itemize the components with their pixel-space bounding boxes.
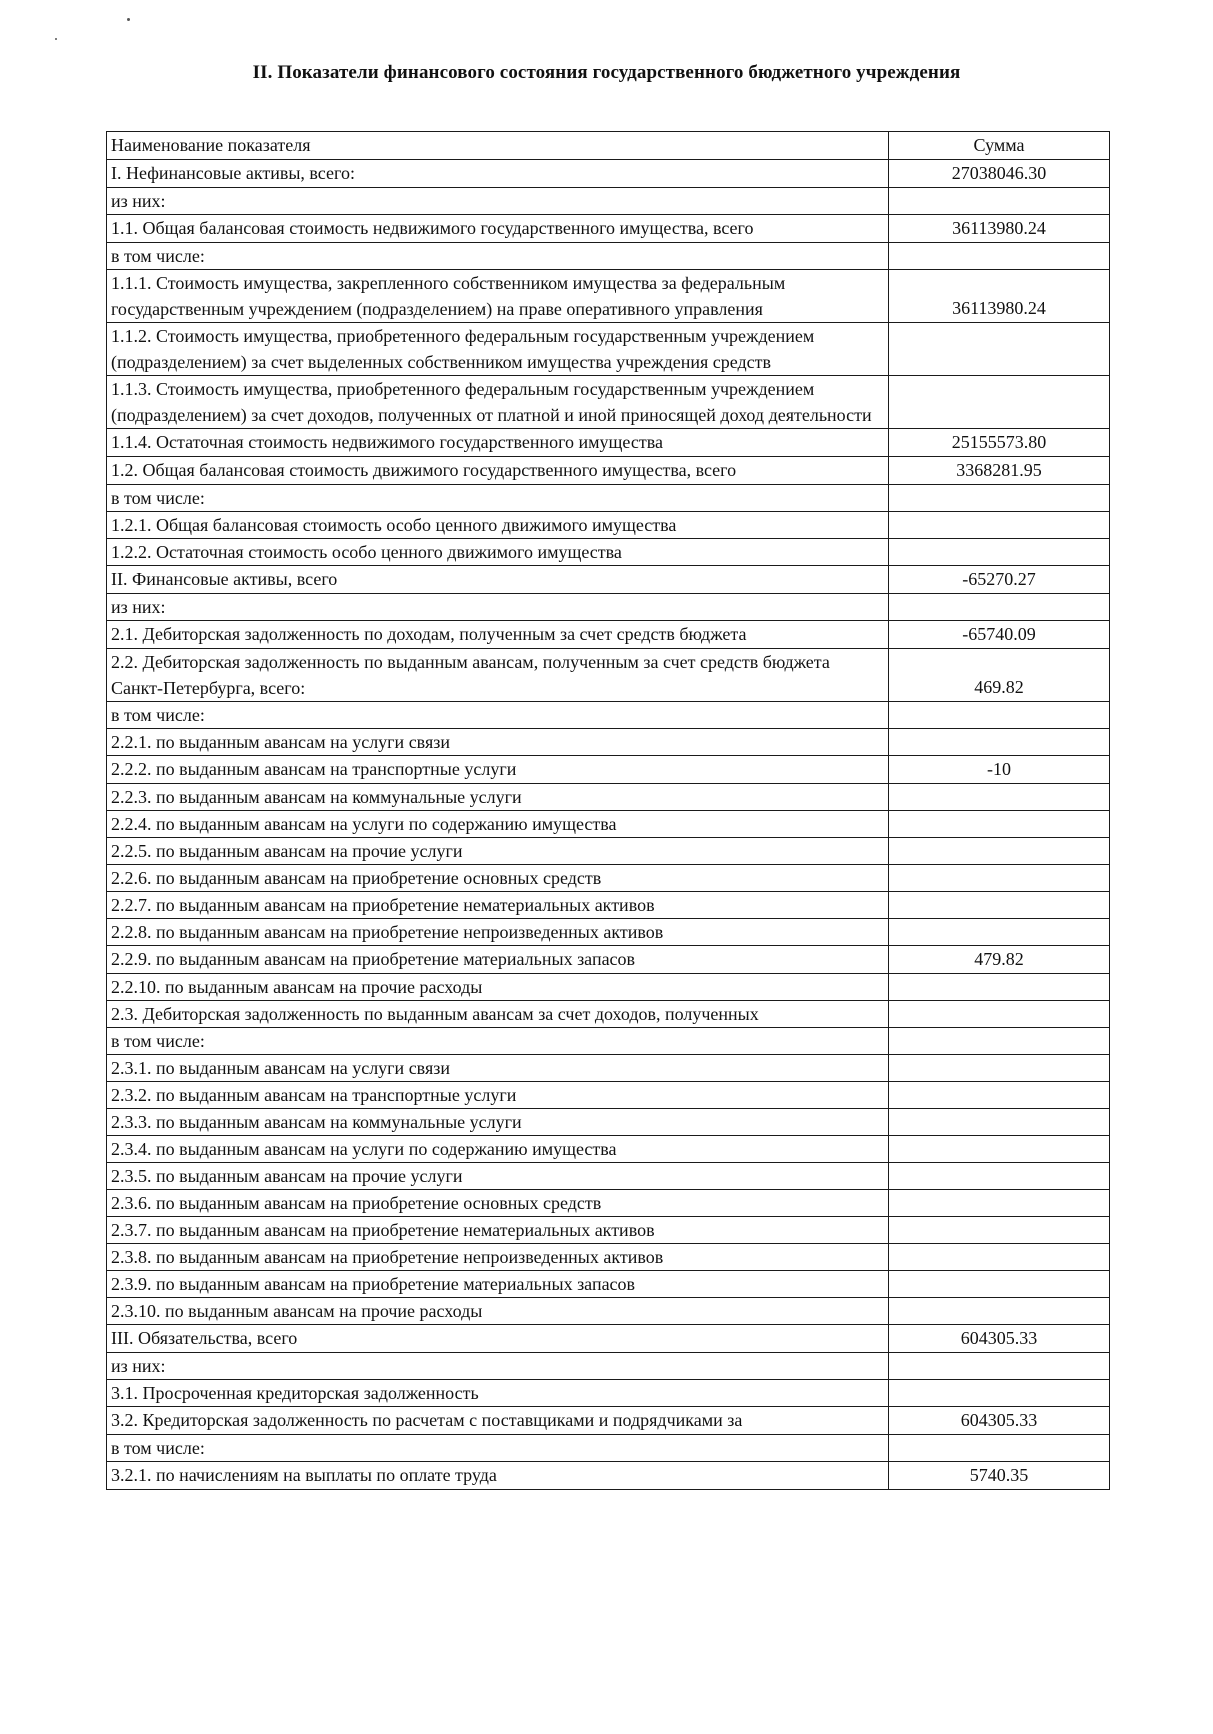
indicator-name-cell: 3.2.1. по начислениям на выплаты по оплате труда — [107, 1462, 889, 1490]
indicator-name-cell: 3.2. Кредиторская задолженность по расчетам с поставщиками и подрядчиками за — [107, 1407, 889, 1435]
column-header-name: Наименование показателя — [107, 132, 889, 160]
amount-cell — [889, 919, 1110, 946]
amount-cell — [889, 1217, 1110, 1244]
amount-cell — [889, 811, 1110, 838]
table-row — [107, 457, 1110, 485]
amount-cell — [889, 865, 1110, 892]
amount-cell — [889, 594, 1110, 621]
amount-cell: 36113980.24 — [889, 270, 1110, 323]
amount-cell — [889, 1244, 1110, 1271]
indicator-name-cell: 3.1. Просроченная кредиторская задолженность — [107, 1380, 889, 1407]
amount-cell: -65740.09 — [889, 621, 1110, 649]
table-row — [107, 1244, 1110, 1271]
indicator-name-cell: 2.3.7. по выданным авансам на приобретение нематериальных активов — [107, 1217, 889, 1244]
indicator-name-cell: 1.1.1. Стоимость имущества, закрепленного собственником имущества за федеральным государственным учреждением (подразделением) на праве оперативного управления — [107, 270, 889, 323]
amount-cell — [889, 1109, 1110, 1136]
indicator-name-cell: в том числе: — [107, 1028, 889, 1055]
table-row — [107, 621, 1110, 649]
amount-cell — [889, 838, 1110, 865]
amount-cell — [889, 1028, 1110, 1055]
table-body — [107, 132, 1110, 1490]
table-row — [107, 784, 1110, 811]
indicator-name-cell: 2.2. Дебиторская задолженность по выданным авансам, полученным за счет средств бюджета Санкт-Петербурга, всего: — [107, 649, 889, 702]
table-row — [107, 756, 1110, 784]
indicator-name-cell: в том числе: — [107, 702, 889, 729]
amount-cell — [889, 243, 1110, 270]
indicator-name-cell: 2.2.4. по выданным авансам на услуги по содержанию имущества — [107, 811, 889, 838]
amount-cell — [889, 892, 1110, 919]
table-row — [107, 160, 1110, 188]
column-header-amount: Сумма — [889, 132, 1110, 160]
indicator-name-cell: 2.2.7. по выданным авансам на приобретение нематериальных активов — [107, 892, 889, 919]
table-row — [107, 485, 1110, 512]
amount-cell: 479.82 — [889, 946, 1110, 974]
indicator-name-cell: 2.3.5. по выданным авансам на прочие услуги — [107, 1163, 889, 1190]
indicator-name-cell: 2.1. Дебиторская задолженность по доходам, полученным за счет средств бюджета — [107, 621, 889, 649]
table-row — [107, 270, 1110, 323]
table-row — [107, 1435, 1110, 1462]
amount-cell — [889, 188, 1110, 215]
amount-cell — [889, 1435, 1110, 1462]
indicator-name-cell: из них: — [107, 1353, 889, 1380]
table-row — [107, 1028, 1110, 1055]
indicator-name-cell: 2.3.6. по выданным авансам на приобретение основных средств — [107, 1190, 889, 1217]
amount-cell: 3368281.95 — [889, 457, 1110, 485]
indicator-name-cell: 2.2.3. по выданным авансам на коммунальные услуги — [107, 784, 889, 811]
table-row — [107, 892, 1110, 919]
indicator-name-cell: 2.3.3. по выданным авансам на коммунальные услуги — [107, 1109, 889, 1136]
indicator-name-cell: 2.3.8. по выданным авансам на приобретение непроизведенных активов — [107, 1244, 889, 1271]
table-row — [107, 1380, 1110, 1407]
table-row — [107, 512, 1110, 539]
table-row — [107, 1407, 1110, 1435]
amount-cell — [889, 376, 1110, 429]
table-row — [107, 811, 1110, 838]
indicator-name-cell: I. Нефинансовые активы, всего: — [107, 160, 889, 188]
amount-cell — [889, 1380, 1110, 1407]
table-row — [107, 974, 1110, 1001]
indicator-name-cell: 2.2.5. по выданным авансам на прочие услуги — [107, 838, 889, 865]
amount-cell — [889, 729, 1110, 756]
indicator-name-cell: в том числе: — [107, 485, 889, 512]
page-title: II. Показатели финансового состояния государственного бюджетного учреждения — [252, 62, 961, 83]
table-row — [107, 1001, 1110, 1028]
indicator-name-cell: 1.1.2. Стоимость имущества, приобретенного федеральным государственным учреждением (подразделением) за счет выделенных собственником имущества учреждения средств — [107, 323, 889, 376]
table-row — [107, 1353, 1110, 1380]
table-row — [107, 1462, 1110, 1490]
indicator-name-cell: 2.2.2. по выданным авансам на транспортные услуги — [107, 756, 889, 784]
amount-cell — [889, 1055, 1110, 1082]
amount-cell — [889, 1082, 1110, 1109]
indicator-name-cell: 2.3.2. по выданным авансам на транспортные услуги — [107, 1082, 889, 1109]
indicator-name-cell: в том числе: — [107, 243, 889, 270]
amount-cell: -65270.27 — [889, 566, 1110, 594]
indicator-name-cell: 2.2.10. по выданным авансам на прочие расходы — [107, 974, 889, 1001]
table-row — [107, 1109, 1110, 1136]
indicator-name-cell: 1.2.1. Общая балансовая стоимость особо ценного движимого имущества — [107, 512, 889, 539]
table-row — [107, 188, 1110, 215]
indicator-name-cell: II. Финансовые активы, всего — [107, 566, 889, 594]
indicator-name-cell: 2.2.6. по выданным авансам на приобретение основных средств — [107, 865, 889, 892]
amount-cell — [889, 974, 1110, 1001]
indicator-name-cell: 1.2. Общая балансовая стоимость движимого государственного имущества, всего — [107, 457, 889, 485]
amount-cell — [889, 1190, 1110, 1217]
table-row — [107, 539, 1110, 566]
indicator-name-cell: 2.3.1. по выданным авансам на услуги связи — [107, 1055, 889, 1082]
indicator-name-cell: 2.2.1. по выданным авансам на услуги связи — [107, 729, 889, 756]
table-row — [107, 1163, 1110, 1190]
table-row — [107, 649, 1110, 702]
indicator-name-cell: 2.2.9. по выданным авансам на приобретение материальных запасов — [107, 946, 889, 974]
table-row — [107, 838, 1110, 865]
indicator-name-cell: 2.3.10. по выданным авансам на прочие расходы — [107, 1298, 889, 1325]
scan-speck — [127, 18, 130, 21]
amount-cell — [889, 1136, 1110, 1163]
table-row — [107, 323, 1110, 376]
amount-cell — [889, 485, 1110, 512]
amount-cell: 25155573.80 — [889, 429, 1110, 457]
indicator-name-cell: 2.3. Дебиторская задолженность по выданным авансам за счет доходов, полученных — [107, 1001, 889, 1028]
amount-cell — [889, 323, 1110, 376]
amount-cell: 36113980.24 — [889, 215, 1110, 243]
amount-cell — [889, 1298, 1110, 1325]
indicator-name-cell: 1.2.2. Остаточная стоимость особо ценного движимого имущества — [107, 539, 889, 566]
indicator-name-cell: III. Обязательства, всего — [107, 1325, 889, 1353]
table-row — [107, 1136, 1110, 1163]
amount-cell: 604305.33 — [889, 1407, 1110, 1435]
table-row — [107, 1325, 1110, 1353]
amount-cell — [889, 512, 1110, 539]
indicator-name-cell: 2.3.9. по выданным авансам на приобретение материальных запасов — [107, 1271, 889, 1298]
indicator-name-cell: 1.1.4. Остаточная стоимость недвижимого государственного имущества — [107, 429, 889, 457]
table-row — [107, 566, 1110, 594]
financial-indicators-table — [106, 131, 1110, 1490]
indicator-name-cell: 1.1.3. Стоимость имущества, приобретенного федеральным государственным учреждением (подразделением) за счет доходов, полученных от платной и иной приносящей доход деятельности — [107, 376, 889, 429]
table-row — [107, 1217, 1110, 1244]
table-header-row — [107, 132, 1110, 160]
amount-cell — [889, 702, 1110, 729]
table-row — [107, 919, 1110, 946]
amount-cell — [889, 1163, 1110, 1190]
table-row — [107, 1271, 1110, 1298]
table-row — [107, 594, 1110, 621]
table-row — [107, 215, 1110, 243]
table-row — [107, 376, 1110, 429]
amount-cell — [889, 1353, 1110, 1380]
indicator-name-cell: из них: — [107, 188, 889, 215]
table-row — [107, 946, 1110, 974]
amount-cell: 604305.33 — [889, 1325, 1110, 1353]
table-row — [107, 1298, 1110, 1325]
amount-cell — [889, 784, 1110, 811]
indicator-name-cell: из них: — [107, 594, 889, 621]
table-row — [107, 429, 1110, 457]
indicator-name-cell: 2.2.8. по выданным авансам на приобретение непроизведенных активов — [107, 919, 889, 946]
scan-speck — [55, 38, 57, 40]
amount-cell: 27038046.30 — [889, 160, 1110, 188]
table-row — [107, 1055, 1110, 1082]
amount-cell: 5740.35 — [889, 1462, 1110, 1490]
table-row — [107, 1082, 1110, 1109]
amount-cell: 469.82 — [889, 649, 1110, 702]
indicator-name-cell: 1.1. Общая балансовая стоимость недвижимого государственного имущества, всего — [107, 215, 889, 243]
table-row — [107, 243, 1110, 270]
amount-cell — [889, 1271, 1110, 1298]
amount-cell — [889, 539, 1110, 566]
table-row — [107, 1190, 1110, 1217]
table-row — [107, 729, 1110, 756]
table-row — [107, 702, 1110, 729]
amount-cell: -10 — [889, 756, 1110, 784]
indicator-name-cell: 2.3.4. по выданным авансам на услуги по содержанию имущества — [107, 1136, 889, 1163]
indicator-name-cell: в том числе: — [107, 1435, 889, 1462]
amount-cell — [889, 1001, 1110, 1028]
table-row — [107, 865, 1110, 892]
